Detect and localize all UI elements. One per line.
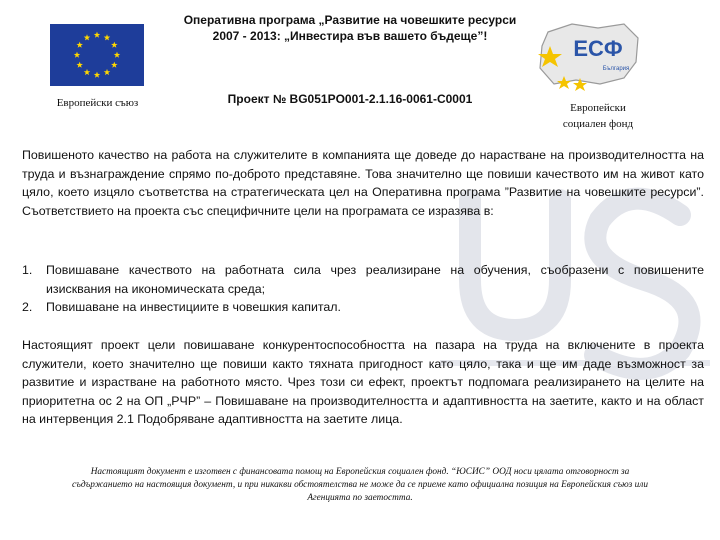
list-item <box>22 261 704 298</box>
esf-caption <box>540 100 656 132</box>
esf-caption-line2: социален фонд <box>562 118 634 130</box>
esf-logo-text: ЕСФ <box>573 36 623 61</box>
list-item <box>22 298 704 317</box>
eu-flag-icon <box>50 24 144 86</box>
disclaimer-footer: Настоящият документ е изготвен с финансовата помощ на Европейския социален фонд. “ЮСИС” ООД носи цялата отговорност за съдържанието на настоящия документ, и при никакви обстоятелства не може да се приеме като официална позиция на Европейския съюз или Агенцията по заетостта. <box>72 467 648 503</box>
project-number: Проект № BG051PO001-2.1.16-0061-C0001 <box>227 92 473 106</box>
esf-logo-icon <box>528 18 648 96</box>
intro-paragraph: Повишеното качество на работа на служителите в компанията ще доведе до нарастване на производителността на труда и възнаграждение спрямо по-доброто представяне. Това значително ще повиши качеството им на живот като цяло, което изцяло съответства на стратегическата цел на Оперативна програма ”Развитие на човешките ресурси”. Съответствието на проекта със специфичните цели на програмата се изразява в: <box>22 148 704 218</box>
list-item-number: 1. <box>22 263 33 277</box>
goals-paragraph: Настоящият проект цели повишаване конкурентоспособността на пазара на труда на включените в проекта служители, което значително ще повиши както тяхната пригодност като цяло, така и ще им даде възможност за развитие и израстване на работното място. Чрез този си ефект, проектът подпомага реализирането на целите на приоритетна ос 2 на ОП „РЧР” – Повишаване на производителността и адаптивността на заетите, както и на област на интервенция 2.1 Подобряване адаптивността на заетите лица. <box>22 338 704 426</box>
program-title: Оперативна програма „Развитие на човешките ресурси 2007 - 2013: „Инвестира във вашето бъдеще”! <box>183 13 517 43</box>
esf-caption-line1: Европейски <box>570 102 626 114</box>
list-item-text: Повишаване качеството на работната сила чрез реализиране на обучения, съобразени с повишените изисквания на икономическата среда; <box>46 263 704 296</box>
esf-logo-subtext: България <box>602 66 630 72</box>
list-item-text: Повишаване на инвестициите в човешкия капитал. <box>46 300 341 314</box>
list-item-number: 2. <box>22 300 33 314</box>
objectives-list <box>22 261 704 317</box>
eu-caption: Европейски съюз <box>56 97 139 109</box>
